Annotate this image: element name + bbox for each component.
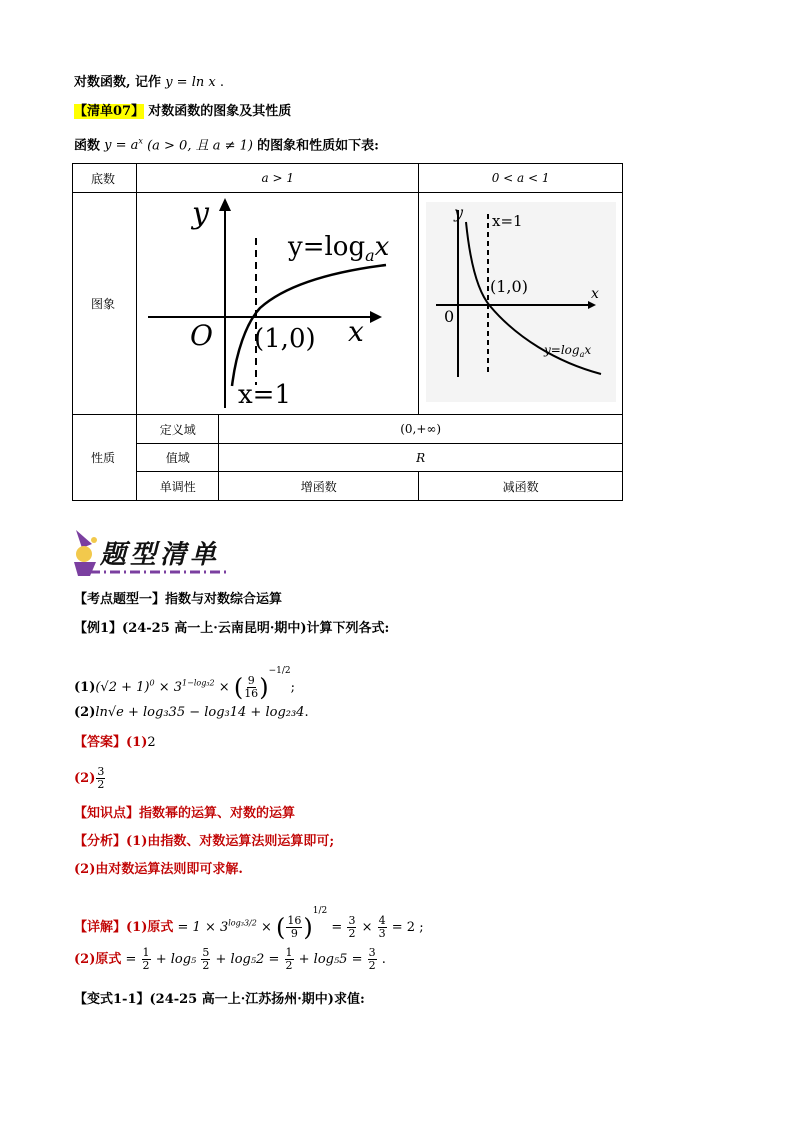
row-label-graph: 图象 <box>73 193 137 415</box>
graph-cell-2 <box>419 193 623 415</box>
graph-cell-1 <box>137 193 419 415</box>
header-case1: a > 1 <box>137 164 419 193</box>
row-label-properties: 性质 <box>73 415 137 501</box>
graph2-xlabel: x <box>590 286 599 302</box>
detail-line-2: (2)原式 = $\frac{1}{2}$ + log₅ $\frac{5}{2}$ + log₅2 = $\frac{1}{2}$ + log₅5 = $\frac{3}{2}$ . <box>74 946 386 972</box>
graph2-asymptote-label: x=1 <box>491 212 523 230</box>
intro-suffix: . <box>219 75 224 90</box>
answer-line-1: 【答案】(1)2 <box>74 735 156 750</box>
intro-line <box>74 74 224 92</box>
question-list-banner <box>68 526 238 580</box>
table-intro <box>74 133 379 155</box>
domain-label: 定义域 <box>137 415 219 444</box>
header-case2: 0 < a < 1 <box>419 164 623 193</box>
graph2-curve-label: $y=\log_ax$ <box>543 343 591 359</box>
table-intro-condition: (a > 0, 且 a ≠ 1) <box>147 138 253 154</box>
range-label: 值域 <box>137 444 219 472</box>
question-1: $(1)(√2 + 1)^0 \times 3^{1-log_32}$ × ( $\frac{9}{16}$ )$^{-1/2}$; <box>74 666 295 702</box>
graph1-origin: O <box>189 319 213 352</box>
intro-formula: y = ln x <box>165 75 216 90</box>
graph1-point: (1,0) <box>253 324 316 354</box>
variant-header: 【变式1-1】(24-25 高一上·江苏扬州·期中)求值: <box>74 992 365 1007</box>
domain-value: (0,+∞) <box>219 415 623 444</box>
example1-source: (24-25 高一上·云南昆明·期中) <box>122 621 307 636</box>
log-function-table <box>72 163 623 501</box>
question-2: (2)ln√e + log₃35 − log₃14 + log₂₃4. <box>74 705 309 720</box>
graph1-ylabel: y <box>191 196 209 231</box>
section-title: 对数函数的图象及其性质 <box>148 104 292 119</box>
monotonicity-increasing: 增函数 <box>219 472 419 501</box>
graph-a-lt-1 <box>426 202 616 402</box>
detail-line-1: 【详解】(1)原式 = $1 \times 3^{log_33/2}$ × ( $\frac{16}{9}$ )$^{1/2}$ = $\frac{3}{2}$ × $\frac{4}{3}$ = 2 ; <box>74 906 424 942</box>
range-value: R <box>219 444 623 472</box>
graph2-ylabel: y <box>453 203 463 222</box>
table-intro-prefix: 函数 <box>74 138 101 154</box>
table-intro-suffix: 的图象和性质如下表: <box>257 138 379 154</box>
example1-tag: 【例1】 <box>74 621 123 636</box>
type1-title: 【考点题型一】指数与对数综合运算 <box>74 592 283 607</box>
graph2-origin: 0 <box>443 307 454 326</box>
example1-header <box>74 620 389 638</box>
example1-prompt: 计算下列各式: <box>306 621 390 636</box>
analysis-line-2: (2)由对数运算法则即可求解. <box>74 862 243 877</box>
graph1-asymptote-label: x=1 <box>237 380 291 410</box>
intro-prefix: 对数函数, 记作 <box>74 75 162 90</box>
knowledge-point: 【知识点】指数幂的运算、对数的运算 <box>74 806 296 821</box>
analysis-line-1: 【分析】(1)由指数、对数运算法则运算即可; <box>74 834 335 849</box>
graph1-xlabel: x <box>347 315 364 348</box>
monotonicity-decreasing: 减函数 <box>419 472 623 501</box>
monotonicity-label: 单调性 <box>137 472 219 501</box>
graph1-curve-label: $y=\log_ax$ <box>287 232 390 265</box>
section-tag: 【清单07】 <box>74 104 145 119</box>
graph-a-gt-1 <box>138 193 418 411</box>
answer-line-2: (2) $\frac{3}{2}$ <box>74 765 105 791</box>
section-heading <box>74 103 291 121</box>
table-intro-formula: $y = a^x$ <box>104 137 143 154</box>
banner-title: 题型清单 <box>100 540 221 570</box>
answer-tag: 【答案】 <box>74 735 127 750</box>
graph2-point: (1,0) <box>489 277 528 296</box>
header-base: 底数 <box>73 164 137 193</box>
